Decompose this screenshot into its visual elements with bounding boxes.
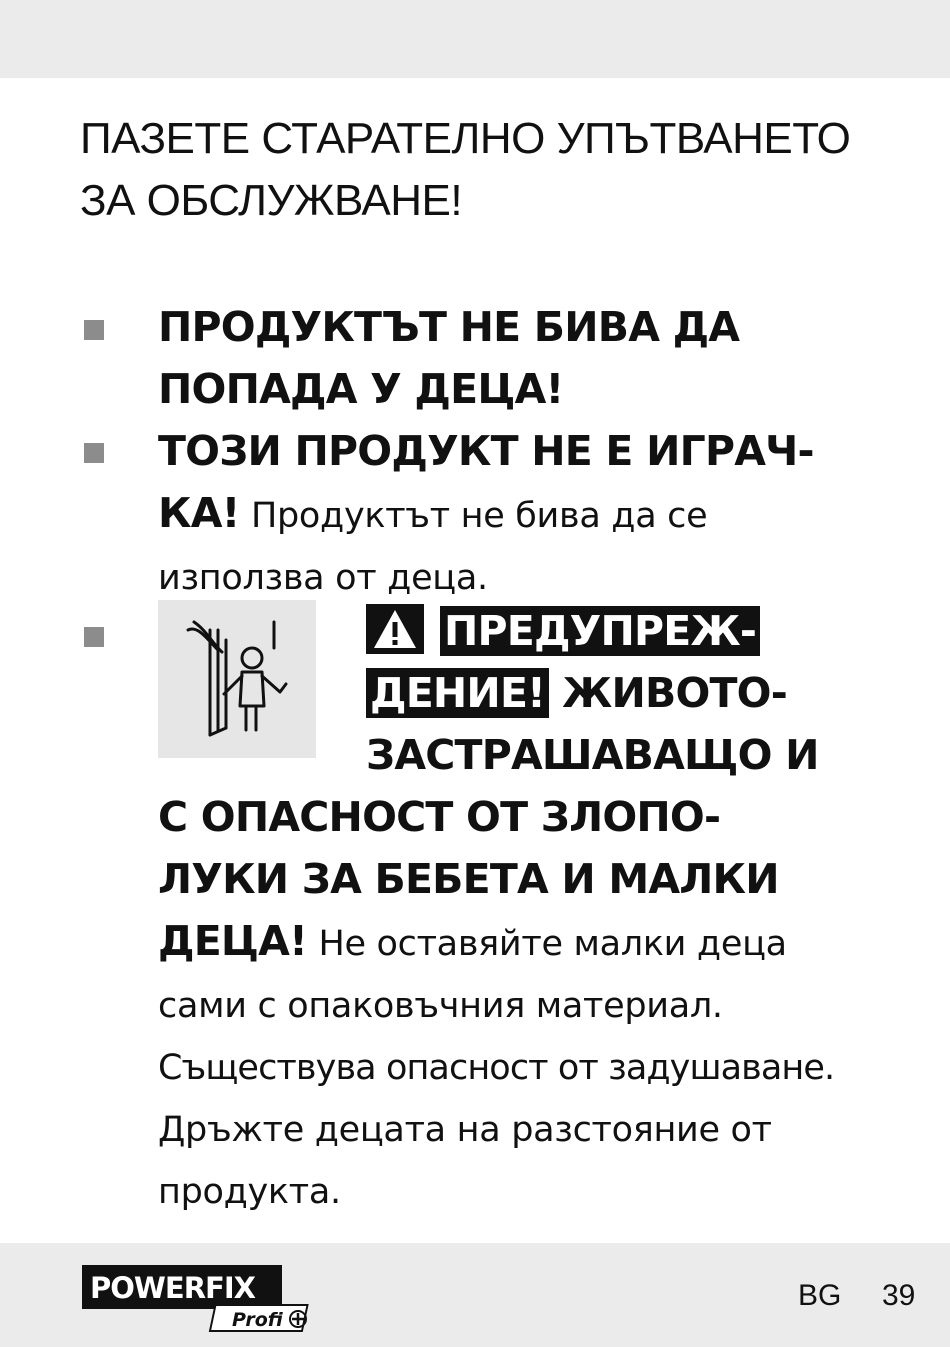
item-2-line-2	[158, 482, 898, 547]
item-3-line-3: ЗАСТРАШАВАЩО И	[366, 731, 819, 779]
item-3-line-7: сами с опаковъчния материал.	[158, 986, 723, 1026]
brand-name: POWERFIX	[90, 1271, 255, 1305]
item-3-line-6-bold: ДЕЦА!	[158, 917, 307, 965]
item-1-line-1: ПРОДУКТЪТ НЕ БИВА ДА	[158, 303, 740, 351]
brand-sub: Profi	[232, 1309, 283, 1331]
item-3-line-8: Съществува опасност от задушаване.	[158, 1048, 835, 1088]
language-code: BG	[798, 1279, 842, 1312]
item-3-line-10: продукта.	[158, 1172, 341, 1212]
item-2-line-1: ТОЗИ ПРОДУКТ НЕ Е ИГРАЧ-	[158, 427, 814, 475]
item-1	[158, 296, 898, 420]
item-3-body	[158, 786, 898, 1223]
item-1-line-2: ПОПАДА У ДЕЦА!	[158, 365, 564, 413]
warning-line-1	[366, 600, 906, 662]
warning-label-part-1: ПРЕДУПРЕЖ-	[440, 606, 760, 656]
item-2	[158, 420, 898, 609]
warning-line-2	[366, 662, 906, 724]
item-3-line-4: С ОПАСНОСТ ОТ ЗЛОПО-	[158, 793, 721, 841]
item-2-line-2-bold: КА!	[158, 489, 240, 537]
item-3-line-2-rest: ЖИВОТО-	[562, 669, 787, 717]
item-2-line-3: използва от деца.	[158, 558, 488, 598]
heading-line-2: ЗА ОБСЛУЖВАНЕ!	[80, 176, 463, 225]
warning-triangle-icon	[366, 604, 424, 654]
page-number: 39	[882, 1279, 916, 1312]
child-near-cord-warning-icon	[158, 600, 316, 758]
item-3-line-6-regular: Не оставяйте малки деца	[318, 924, 787, 964]
page-heading	[80, 108, 900, 232]
brand-logo	[82, 1265, 318, 1339]
item-2-line-2-regular: Продуктът не бива да се	[251, 496, 708, 536]
top-band	[0, 0, 950, 78]
square-bullet-icon	[84, 320, 104, 340]
square-bullet-icon	[84, 443, 104, 463]
warning-label-part-2: ДЕНИЕ!	[366, 668, 549, 718]
item-3-line-5: ЛУКИ ЗА БЕБЕТА И МАЛКИ	[158, 855, 779, 903]
item-3-line-9: Дръжте децата на разстояние от	[158, 1110, 772, 1150]
square-bullet-icon	[84, 627, 104, 647]
item-3-line-6	[158, 910, 898, 975]
heading-line-1: ПАЗЕТЕ СТАРАТЕЛНО УПЪТВАНЕТО	[80, 114, 851, 163]
